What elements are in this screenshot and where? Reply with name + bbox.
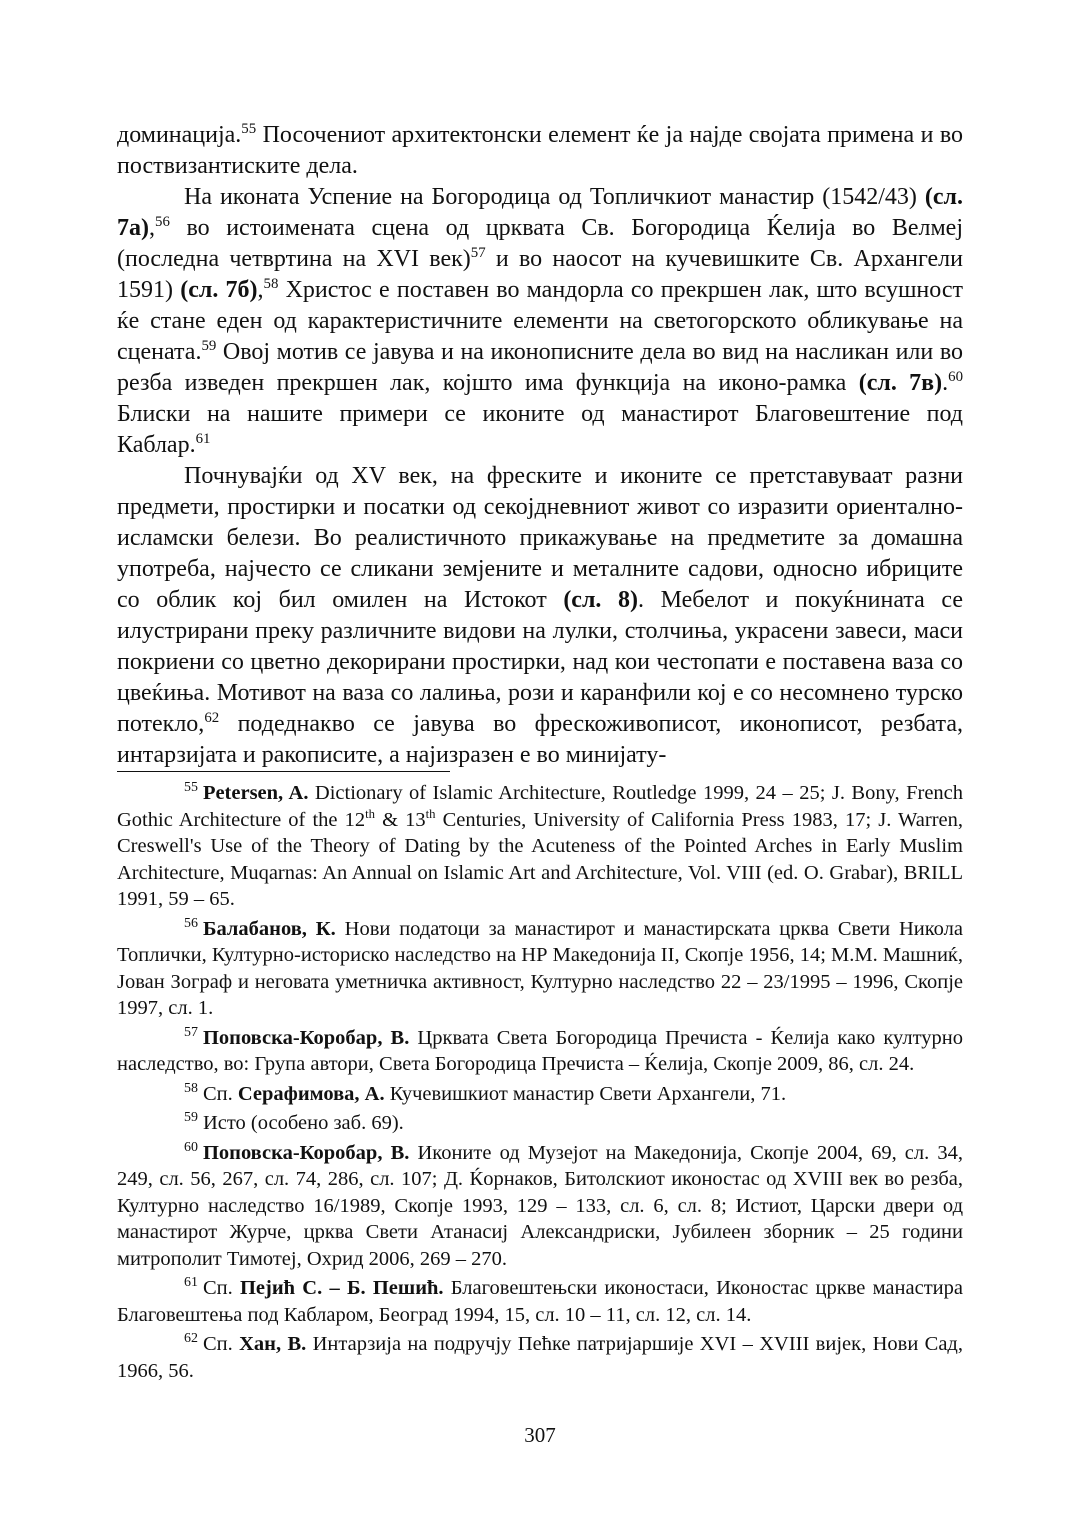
text-run: Почнувајќи од XV век, на фреските и иконите се претставуваат разни предмети, простирки и посатки од секојдневниот живот со изразити ориентално-исламски белези. Во реалистичното прикажување на предметите за домашна употреба, најчесто се сликани земјените и металните садови, односно ибриците со облик кој бил омилен на Истокот [117,463,963,613]
bold-text: Хан, В. [239,1333,307,1355]
footnote-ref: th [425,806,436,821]
text-run: . [942,370,949,396]
footnote-60 [117,1140,963,1273]
text-run: Исто (особено заб. 69). [202,1112,404,1134]
footnote-59 [117,1110,963,1137]
footnote-56 [117,916,963,1022]
text-run: Нови податоци за манастирот и манастирската црква Свети Никола Топлички, Културно-историско наследство на НР Македонија II, Скопје 1956, 14; М.М. Машниќ, Јован Зограф и неговата уметничка активност, Културно наследство 22 – 23/1995 – 1996, Скопје 1997, сл. 1. [117,917,963,1019]
footnote-62 [117,1331,963,1384]
text-run: Блиски на нашите примери се иконите од манастирот Благовештение под Каблар. [117,401,963,458]
paragraph [117,120,963,182]
footnote-divider [117,771,450,772]
bold-text: Серафимова, А. [237,1082,385,1105]
footnote-ref: 62 [204,710,220,726]
text-run: Интарзија на подручју Пећке патријаршије XVI – XVIII вијек, Нови Сад, 1966, 56. [117,1333,963,1382]
footnote-57 [117,1025,963,1078]
text-run: Сп. [202,1333,240,1355]
footnote-ref: 59 [201,338,217,354]
text-run: , [149,215,155,241]
footnote-61 [117,1275,963,1328]
footnotes [117,780,963,1387]
text-run: Христос е поставен во мандорла со прекршен лак, што всушност ќе стане еден од карактеристичните елементи на светогорското обликување на сцената. [117,277,964,365]
paragraph [117,461,963,771]
text-run: Centuries, University of California Press 1983, 17; J. Warren, Creswell's Use of the Theory of Dating by the Acuteness of the Pointed Arches in Early Muslim Architecture, Muqarnas: An Annual on Islamic Art and Architecture, Vol. VIII (ed. O. Grabar), BRILL 1991, 59 – 65. [117,808,963,910]
text-run: Кучевишкиот манастир Свети Архангели, 71. [384,1082,787,1105]
text-run: Dictionary of Islamic Architecture, Routledge 1999, 24 – 25; J. Bony, French Gothic Architecture of the 12 [117,782,964,831]
text-run: подеднакво се јавува во фрескоживописот, иконописот, резбата, интарзијата и ракописите, а најизразен е во минијату- [117,711,963,768]
text-run: и во наосот на кучевишките Св. Архангели 1591) [117,246,964,303]
footnote-number: 61 [184,1275,198,1291]
footnote-ref: 55 [241,121,257,137]
text-run: Сп. [202,1277,240,1299]
text-run: Овој мотив се јавува и на иконописните дела во вид на насликан или во резба изведен прекршен лак, којшто има функција на иконо-рамка [117,339,963,396]
page-number: 307 [524,1423,556,1447]
text-run: , [257,277,264,303]
bold-text: Балабанов, К. [202,917,336,940]
footnote-number: 56 [184,915,198,931]
text-run: & 13 [374,808,426,831]
footnote-number: 57 [184,1024,198,1040]
text-run: доминација. [117,122,242,148]
bold-text: Пејић С. – Б. Пешић. [239,1277,444,1299]
footnote-ref: th [365,806,375,821]
footnote-58 [117,1081,963,1108]
text-run: Иконите од Музејот на Македонија, Скопје 2004, 69, сл. 34, 249, сл. 56, 267, сл. 74, 286, сл. 107; Д. Ќорнаков, Битолскиот иконостас од XVIII век во резба, Културно наследство 16/1989, Скопје 1993, 129 – 133, сл. 6, сл. 8; Истиот, Царски двери од манастирот Журче, црква Свети Атанасиј Александриски, Јубилеен зборник – 25 години митрополит Тимотеј, Охрид 2006, 269 – 270. [117,1141,963,1270]
bold-text: (сл. 7б) [180,277,258,303]
text-run: Сп. [202,1082,238,1105]
bold-text: Поповска-Коробар, В. [202,1026,410,1049]
footnote-ref: 56 [155,214,170,230]
text-run: Посочениот архитектонски елемент ќе ја најде својата примена и во поствизантиските дела. [117,122,963,179]
footnote-number: 60 [184,1139,198,1155]
text-run: Црквата Света Богородица Пречиста - Ќелија како културно наследство, во: Група автори, Света Богородица Пречиста – Ќелија, Скопје 2009, 86, сл. 24. [117,1026,963,1075]
footnote-ref: 60 [948,369,964,385]
bold-text: (сл. 7а) [117,184,963,241]
bold-text: Поповска-Коробар, В. [202,1141,410,1164]
footnote-number: 59 [184,1110,198,1126]
text-run: . Мебелот и покуќнината се илустрирани преку различните видови на лулки, столчиња, украсени завеси, маси покриени со цветно декорирани простирки, над кои честопати е поставена ваза со цвеќиња. Мотивот на ваза со лалиња, рози и каранфили кој е со несомнено турско потекло, [117,587,963,737]
main-text [117,120,963,771]
text-run: во истоимената сцена од црквата Св. Богородица Ќелија во Велмеј (последна четвртина на XVI век) [117,215,963,272]
bold-text: (сл. 7в) [858,370,943,396]
footnote-ref: 58 [263,276,279,292]
footnote-number: 55 [184,780,198,796]
paragraph [117,182,963,461]
bold-text: (сл. 8) [563,587,639,613]
footnote-number: 62 [184,1331,198,1347]
footnote-ref: 57 [470,245,486,261]
footnote-number: 58 [184,1080,198,1096]
text-run: Благовештењски иконостаси, Иконостас цркве манастира Благовештења под Кабларом, Београд 1994, 15, сл. 10 – 11, сл. 12, сл. 14. [117,1277,963,1326]
footnote-ref: 61 [195,431,211,447]
text-run: На иконата Успение на Богородица од Топличкиот манастир (1542/43) [184,184,925,210]
bold-text: Petersen, A. [202,782,309,804]
footnote-55 [117,780,963,913]
